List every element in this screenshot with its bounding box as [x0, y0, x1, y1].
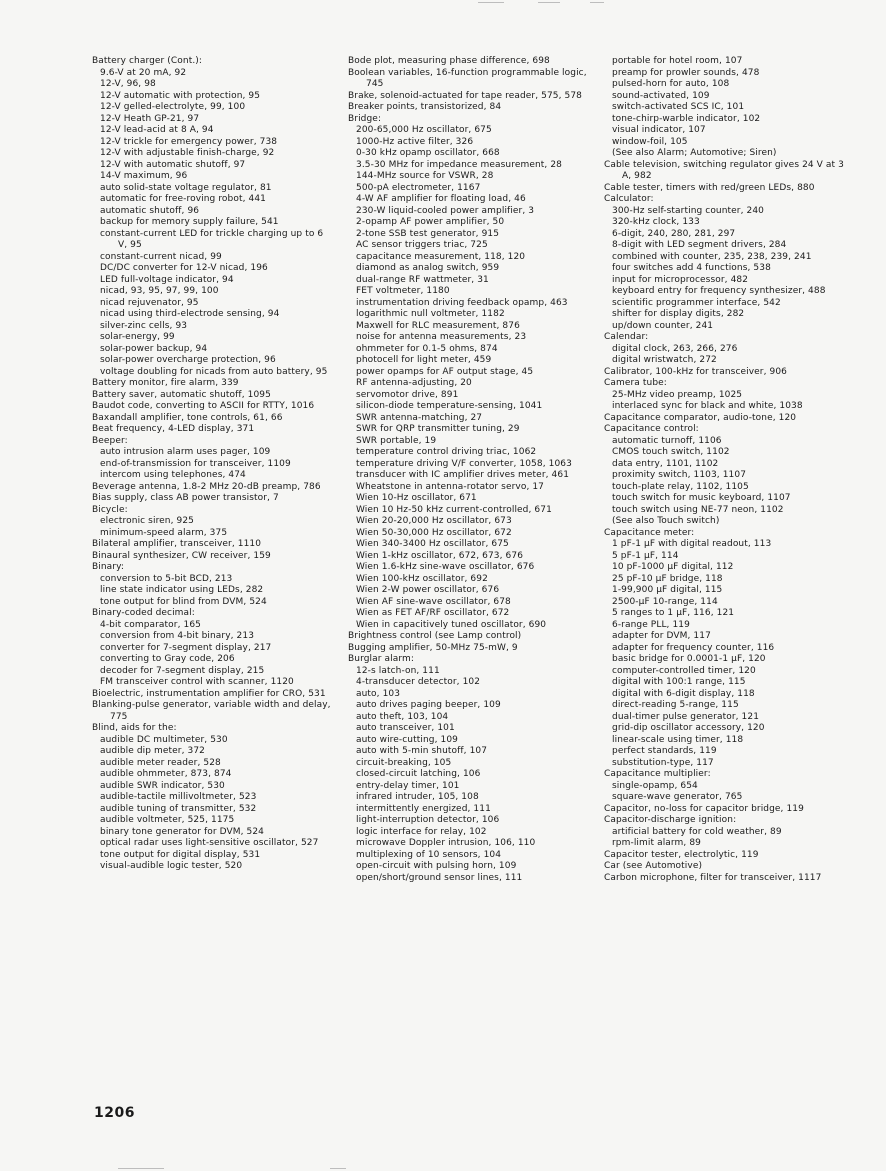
- index-subentry: audible SWR indicator, 530: [100, 780, 225, 791]
- index-entry: Bicycle:: [92, 504, 128, 515]
- index-subentry: visual indicator, 107: [612, 125, 706, 135]
- index-subentry: tone output for digital display, 531: [100, 849, 261, 860]
- index-entry: Burglar alarm:: [348, 654, 414, 664]
- index-subentry: nicad, 93, 95, 97, 99, 100: [100, 286, 219, 296]
- index-subentry: square-wave generator, 765: [612, 792, 743, 802]
- index-subentry: decoder for 7-segment display, 215: [100, 665, 265, 676]
- index-entry: Battery charger (Cont.):: [92, 56, 203, 66]
- index-entry: Calendar:: [604, 332, 649, 342]
- index-subentry: dual-timer pulse generator, 121: [612, 711, 760, 722]
- index-entry: Capacitance meter:: [604, 527, 695, 538]
- index-subentry: audible ohmmeter, 873, 874: [100, 769, 232, 779]
- index-subentry: keyboard entry for frequency synthesizer, 488: [612, 286, 826, 296]
- index-subentry: solar-power backup, 94: [100, 343, 208, 354]
- scan-mark-top-3: [590, 2, 604, 3]
- index-subentry: 144-MHz source for VSWR, 28: [356, 171, 494, 181]
- scan-mark-bottom-2: [330, 1168, 346, 1169]
- index-subentry: 2500-μF 10-range, 114: [612, 596, 718, 607]
- index-subentry: RF antenna-adjusting, 20: [356, 378, 472, 388]
- index-entry: Bilateral amplifier, transceiver, 1110: [92, 539, 262, 549]
- index-subentry: computer-controlled timer, 120: [612, 665, 756, 676]
- scan-mark-top-2: [538, 2, 560, 3]
- index-entry: Breaker points, transistorized, 84: [348, 102, 502, 112]
- index-subentry: grid-dip oscillator accessory, 120: [612, 723, 765, 733]
- index-subentry: 12-V with adjustable finish-charge, 92: [100, 148, 275, 158]
- index-subentry: 5 ranges to 1 μF, 116, 121: [612, 608, 735, 618]
- index-subentry: digital wristwatch, 272: [612, 355, 717, 365]
- index-subentry: 1 pF-1 μF with digital readout, 113: [612, 539, 772, 549]
- index-subentry: sound-activated, 109: [612, 90, 710, 101]
- index-subentry: 5 pF-1 μF, 114: [612, 550, 679, 561]
- index-column-2: [348, 56, 598, 884]
- index-subentry: Wien 50-30,000 Hz oscillator, 672: [356, 527, 512, 538]
- index-subentry: 1-99,900 μF digital, 115: [612, 585, 723, 595]
- index-subentry: Wien 10 Hz-50 kHz current-controlled, 671: [356, 504, 552, 515]
- index-entry: Beeper:: [92, 435, 128, 446]
- index-subentry: 12-V, 96, 98: [100, 79, 156, 89]
- index-subentry: conversion to 5-bit BCD, 213: [100, 573, 233, 584]
- index-entry: Beverage antenna, 1.8-2 MHz 20-dB preamp, 786: [92, 481, 321, 492]
- index-entry: Capacitance comparator, audio-tone, 120: [604, 412, 797, 423]
- index-subentry: combined with counter, 235, 238, 239, 241: [612, 251, 812, 262]
- index-subentry: 12-V gelled-electrolyte, 99, 100: [100, 102, 246, 112]
- index-entry: Brightness control (see Lamp control): [348, 631, 522, 641]
- index-subentry: optical radar uses light-sensitive oscillator, 527: [100, 838, 319, 848]
- index-subentry: 1000-Hz active filter, 326: [356, 136, 474, 147]
- index-subentry: 6-range PLL, 119: [612, 619, 690, 630]
- index-entry: Brake, solenoid-actuated for tape reader, 575, 578: [348, 90, 582, 101]
- index-subentry: 300-Hz self-starting counter, 240: [612, 205, 764, 216]
- index-entry: Binary:: [92, 562, 124, 572]
- index-subentry: Wien 100-kHz oscillator, 692: [356, 573, 488, 584]
- index-subentry: auto theft, 103, 104: [356, 711, 449, 722]
- index-subentry: 12-s latch-on, 111: [356, 665, 440, 676]
- index-subentry: adapter for DVM, 117: [612, 631, 711, 641]
- index-subentry: preamp for prowler sounds, 478: [612, 67, 760, 78]
- index-subentry: data entry, 1101, 1102: [612, 458, 719, 469]
- index-subentry: Wien 20-20,000 Hz oscillator, 673: [356, 516, 512, 526]
- index-subentry: 3.5-30 MHz for impedance measurement, 28: [356, 159, 562, 170]
- index-entry: Calibrator, 100-kHz for transceiver, 906: [604, 366, 787, 377]
- index-subentry: 6-digit, 240, 280, 281, 297: [612, 228, 736, 239]
- index-subentry: SWR antenna-matching, 27: [356, 412, 483, 423]
- index-subentry: Wien 1.6-kHz sine-wave oscillator, 676: [356, 562, 535, 572]
- index-subentry: rpm-limit alarm, 89: [612, 838, 701, 848]
- index-subentry: tone output for blind from DVM, 524: [100, 596, 267, 607]
- index-entry: Bioelectric, instrumentation amplifier for CRO, 531: [92, 688, 326, 699]
- index-subentry: infrared intruder, 105, 108: [356, 792, 479, 802]
- index-subentry: basic bridge for 0.0001-1 μF, 120: [612, 654, 766, 664]
- index-subentry: 9.6-V at 20 mA, 92: [100, 67, 187, 78]
- index-subentry: 25-MHz video preamp, 1025: [612, 389, 743, 400]
- index-subentry: FET voltmeter, 1180: [356, 286, 450, 296]
- index-subentry: shifter for display digits, 282: [612, 309, 745, 319]
- index-subentry: pulsed-horn for auto, 108: [612, 79, 730, 89]
- index-entry: Car (see Automotive): [604, 861, 703, 871]
- index-subentry: auto transceiver, 101: [356, 723, 455, 733]
- index-subentry: power opamps for AF output stage, 45: [356, 366, 534, 377]
- index-subentry: (See also Alarm; Automotive; Siren): [612, 148, 777, 158]
- index-subentry: end-of-transmission for transceiver, 1109: [100, 458, 291, 469]
- index-subentry: temperature driving V/F converter, 1058, 1063: [356, 458, 572, 469]
- index-subentry: window-foil, 105: [612, 136, 688, 147]
- index-subentry: dual-range RF wattmeter, 31: [356, 274, 489, 285]
- index-subentry: direct-reading 5-range, 115: [612, 700, 739, 710]
- index-subentry: 230-W liquid-cooled power amplifier, 3: [356, 205, 535, 216]
- index-subentry: nicad using third-electrode sensing, 94: [100, 309, 280, 319]
- index-subentry: 4-W AF amplifier for floating load, 46: [356, 194, 526, 204]
- index-subentry: Wheatstone in antenna-rotator servo, 17: [356, 481, 545, 492]
- index-subentry: 12-V trickle for emergency power, 738: [100, 136, 278, 147]
- index-subentry: linear-scale using timer, 118: [612, 734, 744, 745]
- index-entry: Capacitance multiplier:: [604, 769, 711, 779]
- index-subentry: touch switch using NE-77 neon, 1102: [612, 504, 784, 515]
- index-entry: Carbon microphone, filter for transceiver, 1117: [604, 872, 822, 883]
- index-subentry: intermittently energized, 111: [356, 803, 491, 814]
- index-subentry: auto solid-state voltage regulator, 81: [100, 182, 272, 193]
- index-entry: Blanking-pulse generator, variable width and delay, 775: [92, 700, 331, 722]
- index-subentry: 4-bit comparator, 165: [100, 619, 201, 630]
- index-subentry: temperature control driving triac, 1062: [356, 447, 537, 457]
- index-subentry: SWR for QRP transmitter tuning, 29: [356, 424, 520, 434]
- index-subentry: constant-current nicad, 99: [100, 251, 222, 262]
- index-subentry: conversion from 4-bit binary, 213: [100, 631, 255, 641]
- index-subentry: auto, 103: [356, 688, 401, 699]
- index-subentry: 0-30 kHz opamp oscillator, 668: [356, 148, 500, 158]
- index-subentry: 25 pF-10 μF bridge, 118: [612, 573, 723, 584]
- index-subentry: closed-circuit latching, 106: [356, 769, 481, 779]
- index-subentry: 10 pF-1000 μF digital, 112: [612, 562, 734, 572]
- index-subentry: electronic siren, 925: [100, 516, 195, 526]
- index-subentry: 12-V Heath GP-21, 97: [100, 113, 200, 124]
- index-entry: Bias supply, class AB power transistor, 7: [92, 493, 279, 503]
- index-subentry: noise for antenna measurements, 23: [356, 332, 527, 342]
- index-subentry: binary tone generator for DVM, 524: [100, 826, 264, 837]
- index-column-3: [604, 56, 850, 884]
- index-subentry: tone-chirp-warble indicator, 102: [612, 113, 761, 124]
- index-entry: Blind, aids for the:: [92, 723, 177, 733]
- index-subentry: audible DC multimeter, 530: [100, 734, 228, 745]
- page-number: 1206: [94, 1105, 135, 1121]
- index-entry: Calculator:: [604, 194, 654, 204]
- index-entry: Binaural synthesizer, CW receiver, 159: [92, 550, 271, 561]
- index-subentry: photocell for light meter, 459: [356, 355, 492, 365]
- index-subentry: FM transceiver control with scanner, 1120: [100, 677, 294, 687]
- index-subentry: Wien 340-3400 Hz oscillator, 675: [356, 539, 509, 549]
- index-subentry: 12-V automatic with protection, 95: [100, 90, 261, 101]
- index-subentry: DC/DC converter for 12-V nicad, 196: [100, 263, 268, 273]
- index-entry: Battery monitor, fire alarm, 339: [92, 378, 239, 388]
- index-subentry: Wien 10-Hz oscillator, 671: [356, 493, 477, 503]
- index-entry: Bode plot, measuring phase difference, 698: [348, 56, 550, 66]
- index-entry: Capacitor tester, electrolytic, 119: [604, 849, 759, 860]
- index-subentry: interlaced sync for black and white, 1038: [612, 401, 803, 411]
- index-entry: Cable television, switching regulator gives 24 V at 3 A, 982: [604, 159, 844, 181]
- index-subentry: Wien as FET AF/RF oscillator, 672: [356, 608, 510, 618]
- index-subentry: minimum-speed alarm, 375: [100, 527, 228, 538]
- index-entry: Bugging amplifier, 50-MHz 75-mW, 9: [348, 642, 518, 653]
- index-subentry: 4-transducer detector, 102: [356, 677, 481, 687]
- index-subentry: 14-V maximum, 96: [100, 171, 188, 181]
- index-subentry: SWR portable, 19: [356, 435, 437, 446]
- index-subentry: open-circuit with pulsing horn, 109: [356, 861, 517, 871]
- index-subentry: circuit-breaking, 105: [356, 757, 452, 768]
- index-subentry: audible voltmeter, 525, 1175: [100, 815, 235, 825]
- index-subentry: single-opamp, 654: [612, 780, 698, 791]
- index-subentry: nicad rejuvenator, 95: [100, 297, 199, 308]
- index-entry: Capacitor, no-loss for capacitor bridge, 119: [604, 803, 804, 814]
- index-subentry: Wien 2-W power oscillator, 676: [356, 585, 500, 595]
- index-subentry: auto with 5-min shutoff, 107: [356, 746, 488, 756]
- index-subentry: Wien in capacitively tuned oscillator, 690: [356, 619, 547, 630]
- index-subentry: auto wire-cutting, 109: [356, 734, 458, 745]
- index-subentry: touch-plate relay, 1102, 1105: [612, 481, 749, 492]
- index-entry: Boolean variables, 16-function programmable logic, 745: [348, 67, 587, 89]
- index-subentry: scientific programmer interface, 542: [612, 297, 781, 308]
- index-subentry: digital clock, 263, 266, 276: [612, 343, 738, 354]
- index-subentry: ohmmeter for 0.1-5 ohms, 874: [356, 343, 498, 354]
- index-subentry: 2-opamp AF power amplifier, 50: [356, 217, 505, 227]
- index-subentry: logic interface for relay, 102: [356, 826, 487, 837]
- index-subentry: audible dip meter, 372: [100, 746, 206, 756]
- index-subentry: silver-zinc cells, 93: [100, 320, 188, 331]
- index-subentry: line state indicator using LEDs, 282: [100, 585, 264, 595]
- index-subentry: adapter for frequency counter, 116: [612, 642, 775, 653]
- index-subentry: digital with 100:1 range, 115: [612, 677, 746, 687]
- index-subentry: 12-V lead-acid at 8 A, 94: [100, 125, 214, 135]
- scan-mark-top-1: [478, 2, 504, 3]
- index-subentry: instrumentation driving feedback opamp, 463: [356, 297, 568, 308]
- index-entry: Cable tester, timers with red/green LEDs, 880: [604, 182, 815, 193]
- index-entry: Baudot code, converting to ASCII for RTTY, 1016: [92, 401, 315, 411]
- index-entry: Battery saver, automatic shutoff, 1095: [92, 389, 271, 400]
- index-subentry: CMOS touch switch, 1102: [612, 447, 730, 457]
- index-subentry: Wien 1-kHz oscillator, 672, 673, 676: [356, 550, 524, 561]
- index-subentry: silicon-diode temperature-sensing, 1041: [356, 401, 543, 411]
- index-entry: Binary-coded decimal:: [92, 608, 195, 618]
- index-subentry: touch switch for music keyboard, 1107: [612, 493, 791, 503]
- index-subentry: microwave Doppler intrusion, 106, 110: [356, 838, 536, 848]
- index-subentry: (See also Touch switch): [612, 516, 720, 526]
- index-subentry: converting to Gray code, 206: [100, 654, 235, 664]
- index-subentry: 200-65,000 Hz oscillator, 675: [356, 125, 492, 135]
- index-subentry: switch-activated SCS IC, 101: [612, 102, 745, 112]
- index-subentry: diamond as analog switch, 959: [356, 263, 500, 273]
- index-subentry: up/down counter, 241: [612, 320, 714, 331]
- index-subentry: Wien AF sine-wave oscillator, 678: [356, 596, 511, 607]
- index-entry: Baxandall amplifier, tone controls, 61, 66: [92, 412, 283, 423]
- index-subentry: logarithmic null voltmeter, 1182: [356, 309, 505, 319]
- index-subentry: voltage doubling for nicads from auto battery, 95: [100, 366, 328, 377]
- index-subentry: portable for hotel room, 107: [612, 56, 743, 66]
- index-subentry: converter for 7-segment display, 217: [100, 642, 272, 653]
- index-subentry: Maxwell for RLC measurement, 876: [356, 320, 520, 331]
- index-subentry: four switches add 4 functions, 538: [612, 263, 771, 273]
- index-subentry: visual-audible logic tester, 520: [100, 861, 243, 871]
- index-subentry: 500-pA electrometer, 1167: [356, 182, 481, 193]
- index-entry: Capacitor-discharge ignition:: [604, 815, 737, 825]
- index-subentry: audible meter reader, 528: [100, 757, 221, 768]
- index-subentry: proximity switch, 1103, 1107: [612, 470, 747, 480]
- index-subentry: substitution-type, 117: [612, 757, 714, 768]
- scan-mark-bottom-1: [118, 1168, 164, 1169]
- index-subentry: capacitance measurement, 118, 120: [356, 251, 526, 262]
- index-subentry: open/short/ground sensor lines, 111: [356, 872, 523, 883]
- index-subentry: 320-kHz clock, 133: [612, 217, 700, 227]
- index-subentry: digital with 6-digit display, 118: [612, 688, 755, 699]
- index-column-1: [92, 56, 335, 873]
- index-subentry: servomotor drive, 891: [356, 389, 459, 400]
- index-subentry: light-interruption detector, 106: [356, 815, 500, 825]
- index-subentry: auto intrusion alarm uses pager, 109: [100, 447, 271, 457]
- index-subentry: multiplexing of 10 sensors, 104: [356, 849, 502, 860]
- index-subentry: automatic turnoff, 1106: [612, 435, 722, 446]
- index-subentry: backup for memory supply failure, 541: [100, 217, 279, 227]
- index-subentry: audible tuning of transmitter, 532: [100, 803, 257, 814]
- index-subentry: AC sensor triggers triac, 725: [356, 240, 488, 250]
- index-subentry: constant-current LED for trickle charging up to 6 V, 95: [100, 228, 324, 250]
- index-subentry: 2-tone SSB test generator, 915: [356, 228, 500, 239]
- index-subentry: audible-tactile millivoltmeter, 523: [100, 792, 257, 802]
- index-entry: Camera tube:: [604, 378, 667, 388]
- index-subentry: automatic shutoff, 96: [100, 205, 200, 216]
- index-subentry: perfect standards, 119: [612, 746, 717, 756]
- index-entry: Capacitance control:: [604, 424, 699, 434]
- index-subentry: auto drives paging beeper, 109: [356, 700, 501, 710]
- index-subentry: transducer with IC amplifier drives meter, 461: [356, 470, 570, 480]
- index-subentry: solar-energy, 99: [100, 332, 175, 342]
- index-subentry: solar-power overcharge protection, 96: [100, 355, 276, 365]
- index-subentry: automatic for free-roving robot, 441: [100, 194, 266, 204]
- index-subentry: input for microprocessor, 482: [612, 274, 749, 285]
- index-subentry: 12-V with automatic shutoff, 97: [100, 159, 246, 170]
- index-entry: Bridge:: [348, 113, 382, 124]
- index-subentry: entry-delay timer, 101: [356, 780, 460, 791]
- index-subentry: intercom using telephones, 474: [100, 470, 246, 480]
- index-subentry: LED full-voltage indicator, 94: [100, 274, 234, 285]
- index-entry: Beat frequency, 4-LED display, 371: [92, 424, 255, 434]
- index-subentry: 8-digit with LED segment drivers, 284: [612, 240, 787, 250]
- index-subentry: artificial battery for cold weather, 89: [612, 826, 782, 837]
